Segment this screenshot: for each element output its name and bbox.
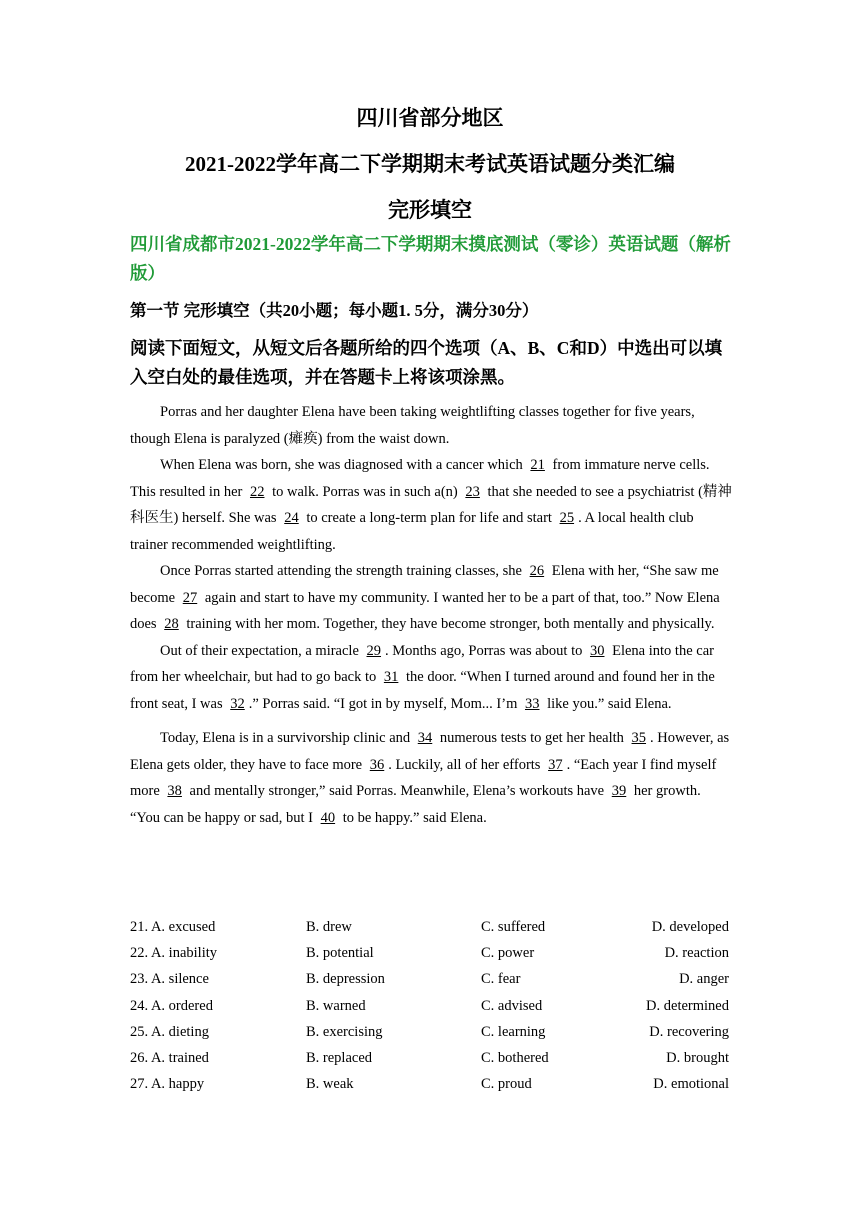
text-segment: her growth. “You can be happy or sad, but I — [130, 783, 701, 826]
option-row-23 — [130, 966, 732, 992]
option-b: B. depression — [306, 971, 385, 988]
option-d: D. recovering — [649, 1023, 729, 1040]
text-segment: .” Porras said. “I got in by myself, Mom... I’m — [248, 695, 521, 712]
text-segment: Elena with her, “She saw me become — [130, 563, 719, 606]
option-row-24 — [130, 993, 732, 1019]
blank-32: 32 — [230, 695, 245, 712]
option-a: 22. A. inability — [130, 945, 217, 962]
text-segment: to create a long-term plan for life and start — [302, 510, 556, 526]
blank-37: 37 — [548, 756, 563, 773]
text-segment: and mentally stronger,” said Porras. Meanwhile, Elena’s workouts have — [185, 783, 608, 799]
option-b: B. potential — [306, 945, 374, 962]
text-segment: from immature nerve cells. This resulted in her — [130, 457, 710, 500]
blank-26: 26 — [529, 563, 545, 579]
option-d: D. reaction — [664, 945, 729, 962]
blank-21: 21 — [530, 457, 545, 473]
option-row-21 — [130, 914, 732, 940]
text-segment: to be happy.” said Elena. — [339, 809, 487, 826]
text-segment: like you.” said Elena. — [543, 695, 672, 712]
option-a: 25. A. dieting — [130, 1023, 209, 1040]
text-segment: to walk. Porras was in such a(n) — [268, 483, 462, 500]
option-b: B. drew — [306, 919, 352, 935]
text-segment: . “Each year I find myself more — [130, 756, 717, 799]
instructions: 阅读下面短文，从短文后各题所给的四个选项（A、B、C和D）中选出可以填入空白处的最佳选项，并在答题卡上将该项涂黑。 — [130, 338, 723, 387]
text-segment: numerous tests to get her health — [436, 730, 628, 746]
cloze-passage — [130, 399, 732, 831]
title-block — [0, 100, 860, 222]
option-c: C. bothered — [481, 1049, 549, 1066]
source-heading: 四川省成都市2021-2022学年高二下学期期末摸底测试（零诊）英语试题（解析版） — [130, 234, 731, 283]
option-b: B. warned — [306, 997, 366, 1014]
option-b: B. exercising — [306, 1023, 383, 1040]
title-topic: 完形填空 — [388, 198, 472, 222]
option-a: 27. A. happy — [130, 1076, 205, 1093]
option-a: 26. A. trained — [130, 1049, 209, 1066]
option-b: B. weak — [306, 1076, 354, 1093]
blank-31: 31 — [383, 669, 399, 685]
blank-28: 28 — [164, 616, 179, 632]
text-segment: again and start to have my community. I wanted her to be a part of that, too.” Now Elena does — [130, 589, 720, 632]
option-c: C. fear — [481, 971, 521, 988]
option-d: D. developed — [651, 919, 729, 935]
blank-39: 39 — [611, 783, 627, 799]
blank-25: 25 — [559, 510, 575, 526]
blank-29: 29 — [366, 642, 382, 659]
paragraph-2 — [130, 452, 732, 558]
paragraph-3 — [130, 558, 732, 638]
blank-38: 38 — [167, 783, 182, 799]
option-c: C. suffered — [481, 919, 546, 935]
text-segment: When Elena was born, she was diagnosed with a cancer which — [160, 457, 527, 473]
paragraph-4 — [130, 638, 732, 718]
text-segment: . Months ago, Porras was about to — [385, 642, 586, 659]
option-d: D. emotional — [653, 1076, 729, 1093]
blank-36: 36 — [369, 756, 385, 773]
title-region: 四川省部分地区 — [356, 106, 504, 130]
text-segment: . A local health club trainer recommended weightlifting. — [130, 510, 694, 553]
blank-22: 22 — [249, 483, 265, 500]
option-c: C. proud — [481, 1076, 532, 1093]
answer-options — [130, 914, 732, 1097]
section-heading: 第一节 完形填空（共20小题；每小题1. 5分，满分30分） — [130, 301, 539, 320]
blank-27: 27 — [182, 589, 198, 606]
option-d: D. brought — [666, 1049, 729, 1066]
text-segment: . However, as Elena gets older, they have to face more — [130, 730, 730, 773]
option-a: 21. A. excused — [130, 919, 216, 935]
text-segment: the door. “When I turned around and found her in the front seat, I was — [130, 669, 715, 712]
option-c: C. power — [481, 945, 535, 962]
blank-34: 34 — [417, 730, 433, 746]
blank-24: 24 — [284, 510, 299, 526]
text-segment: . Luckily, all of her efforts — [388, 756, 545, 773]
option-a: 24. A. ordered — [130, 997, 213, 1014]
paragraph-1: Porras and her daughter Elena have been taking weightlifting classes together for five years, though Elena is paralyzed (瘫痪) from the waist down. — [130, 404, 695, 447]
blank-40: 40 — [320, 809, 336, 826]
paragraph-5 — [130, 725, 732, 831]
text-segment: training with her mom. Together, they have become stronger, both mentally and physically. — [182, 616, 715, 632]
blank-30: 30 — [589, 642, 605, 659]
blank-35: 35 — [631, 730, 647, 746]
text-segment: Out of their expectation, a miracle — [160, 642, 363, 659]
text-segment: that she needed to see a psychiatrist (精神科医生) herself. She was — [130, 483, 732, 526]
text-segment: Today, Elena is in a survivorship clinic and — [160, 730, 414, 746]
option-row-25 — [130, 1019, 732, 1045]
option-row-27 — [130, 1071, 732, 1097]
option-b: B. replaced — [306, 1049, 373, 1066]
option-d: D. determined — [646, 997, 729, 1014]
title-year-course: 2021-2022学年高二下学期期末考试英语试题分类汇编 — [185, 152, 675, 176]
option-c: C. learning — [481, 1023, 546, 1040]
option-d: D. anger — [679, 971, 729, 988]
option-a: 23. A. silence — [130, 971, 209, 988]
text-segment: Once Porras started attending the strength training classes, she — [160, 563, 526, 579]
option-row-26 — [130, 1045, 732, 1071]
option-c: C. advised — [481, 997, 543, 1014]
text-segment: Elena into the car from her wheelchair, but had to go back to — [130, 642, 714, 685]
option-row-22 — [130, 940, 732, 966]
blank-33: 33 — [524, 695, 540, 712]
blank-23: 23 — [465, 483, 480, 500]
